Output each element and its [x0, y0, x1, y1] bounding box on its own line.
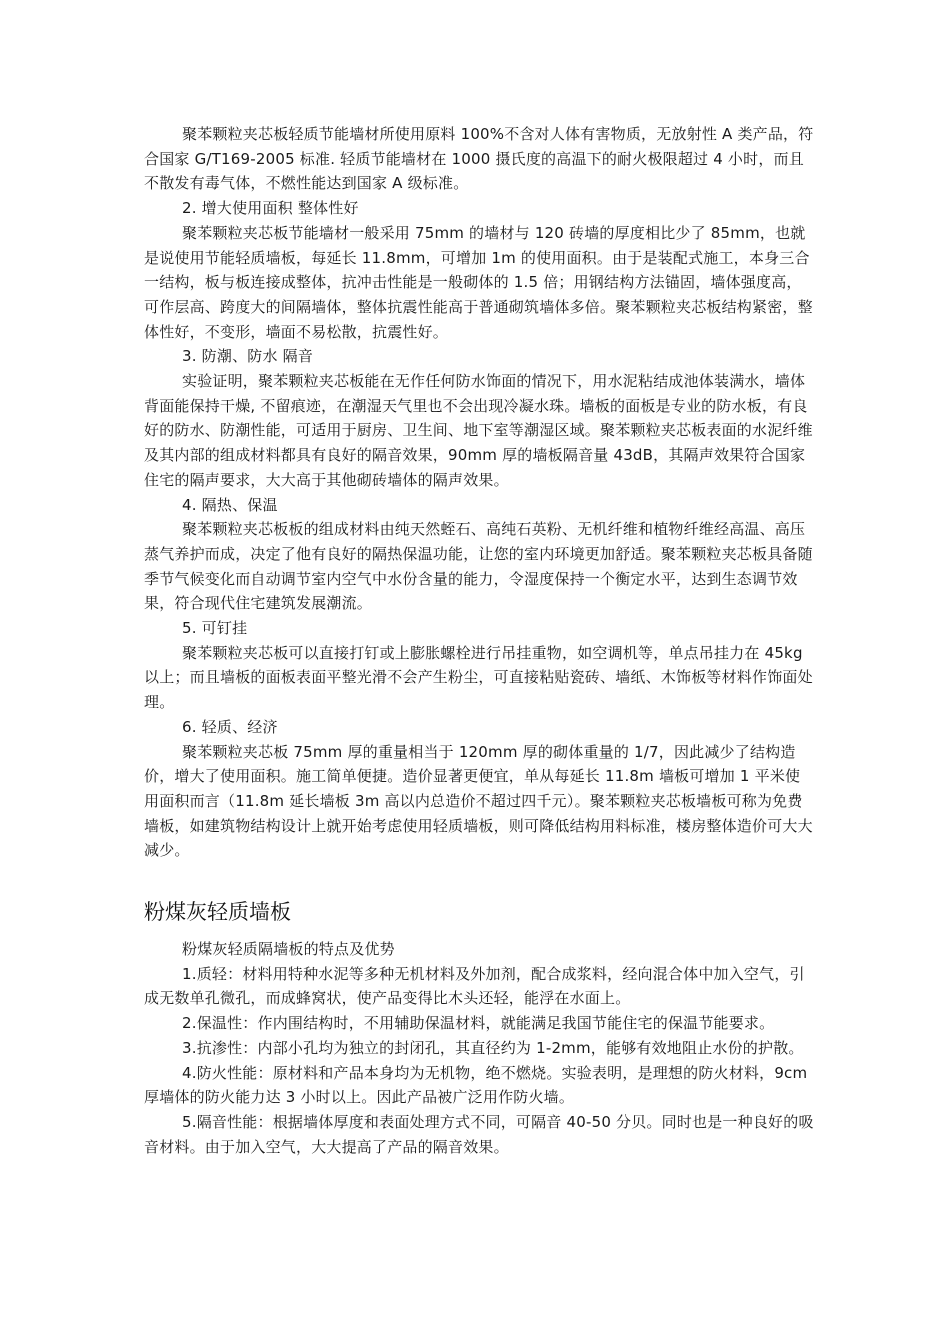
paragraph: 聚苯颗粒夹芯板轻质节能墙材所使用原料 100%不含对人体有害物质，无放射性 A 类产品，符合国家 G/T169-2005 标准. 轻质节能墙材在 1000 摄氏度的高温下的耐火极限超过 4 小时，而且不散发有毒气体，不燃性能达到国家 A 级标准。: [144, 125, 814, 193]
paragraph: 4.防火性能：原材料和产品本身均为无机物，绝不燃烧。实验表明，是理想的防火材料，9cm 厚墙体的防火能力达 3 小时以上。因此产品被广泛用作防火墙。: [144, 1063, 808, 1107]
subheading: 3. 防潮、防水 隔音: [182, 347, 314, 366]
paragraph: 2.保温性：作内围结构时，不用辅助保温材料，就能满足我国节能住宅的保温节能要求。: [182, 1014, 775, 1033]
subheading: 2. 增大使用面积 整体性好: [182, 199, 359, 218]
paragraph: 1.质轻：材料用特种水泥等多种无机材料及外加剂，配合成浆料，经向混合体中加入空气，引成无数单孔微孔，而成蜂窝状，使产品变得比木头还轻，能浮在水面上。: [144, 964, 805, 1008]
section-flyash-body: [144, 937, 814, 1159]
section-heading: 粉煤灰轻质墙板: [144, 900, 291, 924]
paragraph: 粉煤灰轻质隔墙板的特点及优势: [182, 940, 395, 958]
paragraph: 聚苯颗粒夹芯板板的组成材料由纯天然蛭石、高纯石英粉、无机纤维和植物纤维经高温、高压蒸气养护而成，决定了他有良好的隔热保温功能，让您的室内环境更加舒适。聚苯颗粒夹芯板具备随季节气候变化而自动调节室内空气中水份含量的能力，令湿度保持一个衡定水平，达到生态调节效果，符合现代住宅建筑发展潮流。: [144, 520, 813, 613]
subheading: 6. 轻质、经济: [182, 717, 278, 736]
paragraph: 聚苯颗粒夹芯板节能墙材一般采用 75mm 的墙材与 120 砖墙的厚度相比少了 85mm，也就是说使用节能轻质墙板，每延长 11.8mm，可增加 1m 的使用面积。由于是装配式施工，本身三合一结构，板与板连接成整体，抗冲击性能是一般砌体的 1.5 倍；用钢结构方法锚固，墙体强度高，可作层高、跨度大的间隔墙体，整体抗震性能高于普通砌筑墙体多倍。聚苯颗粒夹芯板结构紧密，整体性好，不变形，墙面不易松散，抗震性好。: [144, 223, 813, 341]
section-flyash-panel: [144, 898, 814, 926]
paragraph: 聚苯颗粒夹芯板可以直接打钉或上膨胀螺栓进行吊挂重物，如空调机等，单点吊挂力在 45kg 以上；而且墙板的面板表面平整光滑不会产生粉尘，可直接粘贴瓷砖、墙纸、木饰板等材料作饰面处理。: [144, 643, 813, 712]
paragraph: 实验证明，聚苯颗粒夹芯板能在无作任何防水饰面的情况下，用水泥粘结成池体装满水，墙体背面能保持干燥, 不留痕迹，在潮湿天气里也不会出现冷凝水珠。墙板的面板是专业的防水板，有良好的防水、防潮性能，可适用于厨房、卫生间、地下室等潮湿区域。聚苯颗粒夹芯板表面的水泥纤维及其内部的组成材料都具有良好的隔音效果，90mm 厚的墙板隔音量 43dB，其隔声效果符合国家住宅的隔声要求，大大高于其他砌砖墙体的隔声效果。: [144, 372, 813, 489]
paragraph: 5.隔音性能：根据墙体厚度和表面处理方式不同，可隔音 40-50 分贝。同时也是一种良好的吸音材料。由于加入空气，大大提高了产品的隔音效果。: [144, 1112, 814, 1156]
section-polystyrene-panel: [144, 122, 814, 863]
paragraph: 聚苯颗粒夹芯板 75mm 厚的重量相当于 120mm 厚的砌体重量的 1/7，因此减少了结构造价，增大了使用面积。施工简单便捷。造价显著更便宜，单从每延长 11.8m 墙板可增加 1 平米使用面积而言（11.8m 延长墙板 3m 高以内总造价不超过四千元）。聚苯颗粒夹芯板墙板可称为免费墙板，如建筑物结构设计上就开始考虑使用轻质墙板，则可降低结构用料标准，楼房整体造价可大大减少。: [144, 742, 813, 860]
subheading: 4. 隔热、保温: [182, 495, 278, 514]
paragraph: 3.抗渗性：内部小孔均为独立的封闭孔，其直径约为 1-2mm，能够有效地阻止水份的护散。: [182, 1038, 804, 1057]
subheading: 5. 可钉挂: [182, 619, 248, 638]
